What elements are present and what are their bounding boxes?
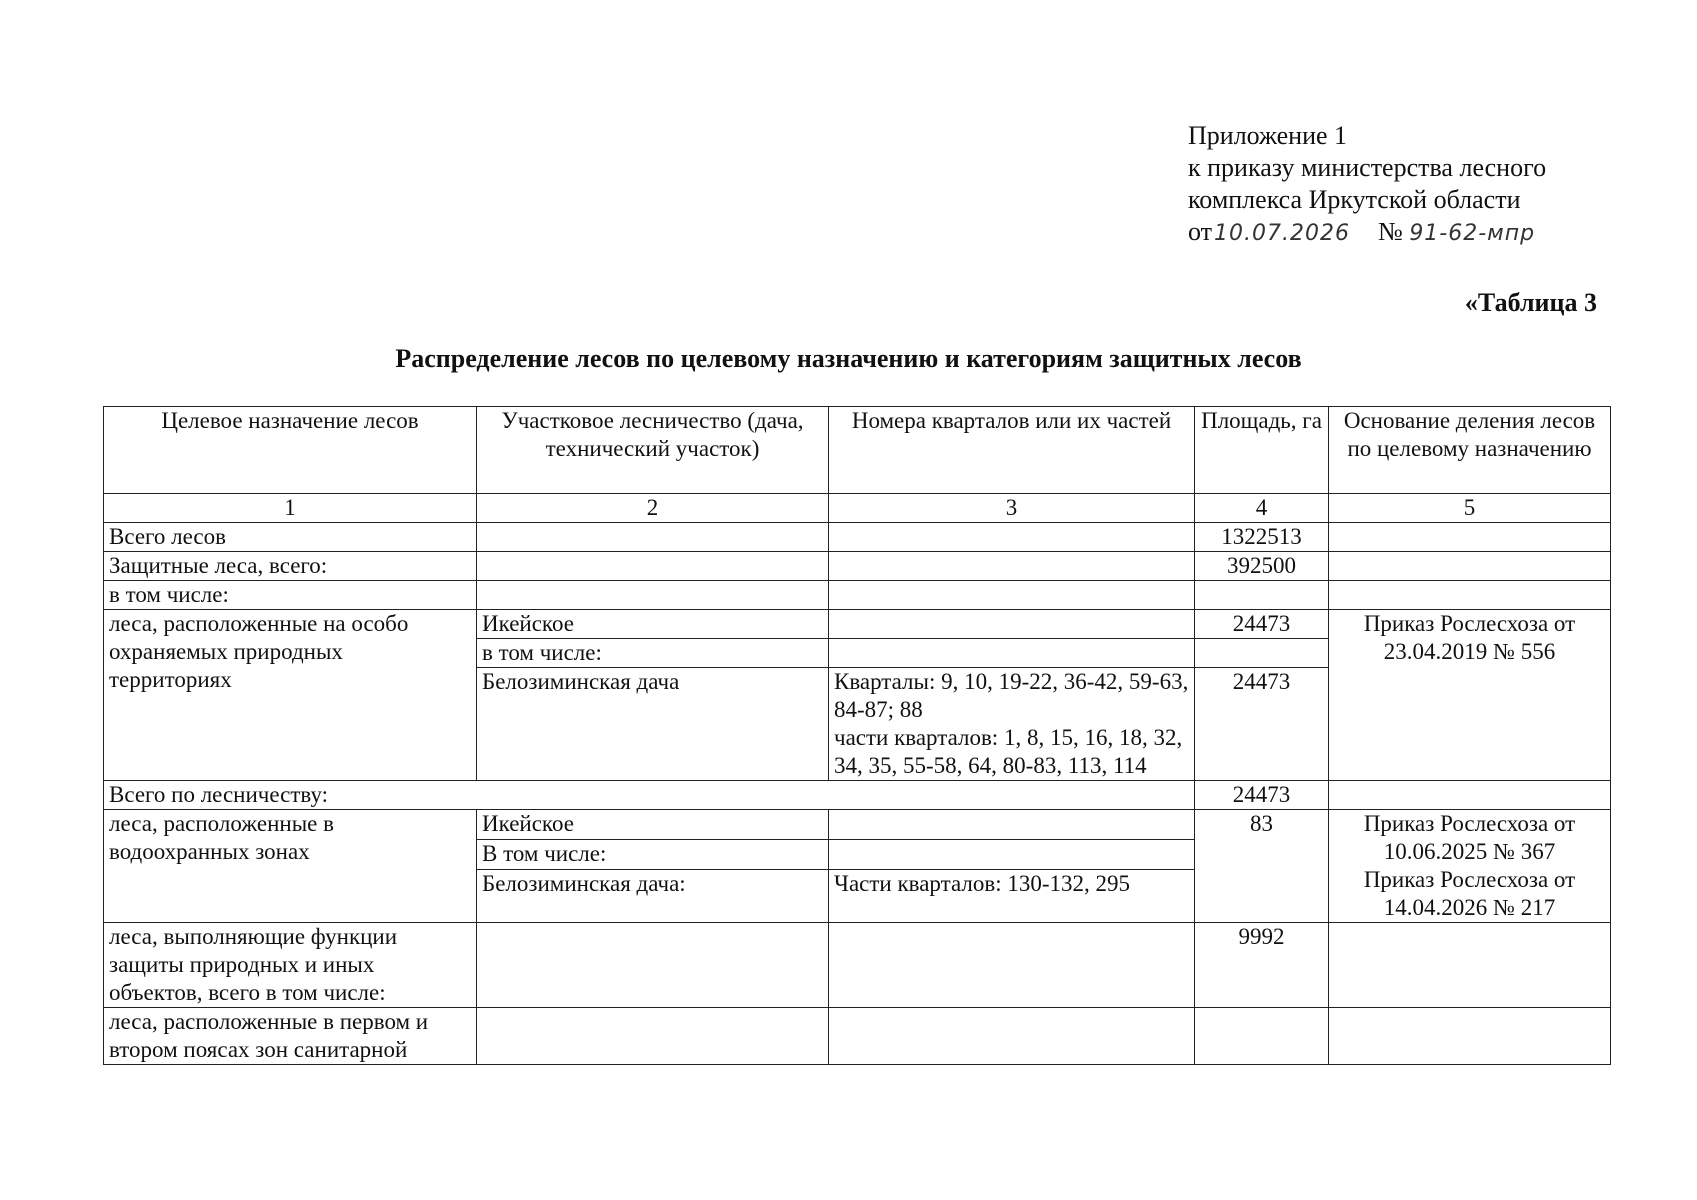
empty-cell bbox=[477, 923, 829, 1008]
row-label: леса, расположенные в первом и втором поясах зон санитарной bbox=[104, 1008, 477, 1065]
forestry-cell: Икейское bbox=[477, 610, 829, 639]
column-number: 2 bbox=[477, 494, 829, 523]
table-row-protection bbox=[104, 923, 1611, 1008]
empty-cell bbox=[829, 523, 1195, 552]
empty-cell bbox=[477, 1008, 829, 1065]
row-label: леса, расположенные в водоохранных зонах bbox=[104, 810, 477, 923]
forest-distribution-table bbox=[103, 406, 1611, 1065]
basis-line: Приказ Рослесхоза от 10.06.2025 № 367 bbox=[1363, 811, 1576, 864]
header-cell: Участковое лесничество (дача, технический участок) bbox=[477, 407, 829, 494]
appendix-line-1: Приложение 1 bbox=[1188, 121, 1348, 150]
empty-cell bbox=[1329, 523, 1611, 552]
empty-cell bbox=[829, 810, 1195, 840]
empty-cell bbox=[1329, 552, 1611, 581]
table-row-protective-total bbox=[104, 552, 1611, 581]
area-cell: 392500 bbox=[1195, 552, 1329, 581]
empty-cell bbox=[477, 552, 829, 581]
empty-cell bbox=[1195, 1008, 1329, 1065]
empty-cell bbox=[829, 639, 1195, 668]
row-label: леса, выполняющие функции защиты природных и иных объектов, всего в том числе: bbox=[104, 923, 477, 1008]
empty-cell bbox=[1329, 1008, 1611, 1065]
forestry-cell: в том числе: bbox=[477, 639, 829, 668]
header-cell: Целевое назначение лесов bbox=[104, 407, 477, 494]
row-label: леса, расположенные на особо охраняемых природных территориях bbox=[104, 610, 477, 781]
from-label: от bbox=[1188, 217, 1213, 246]
table-row-sanitary bbox=[104, 1008, 1611, 1065]
empty-cell bbox=[1329, 781, 1611, 810]
appendix-line-2: к приказу министерства лесного bbox=[1188, 153, 1547, 182]
appendix-line-4 bbox=[1188, 216, 1546, 250]
row-label: Всего по лесничеству: bbox=[104, 781, 1195, 810]
header-row bbox=[104, 407, 1611, 494]
table-row-water-forestry bbox=[104, 810, 1611, 840]
empty-cell bbox=[477, 523, 829, 552]
column-number: 1 bbox=[104, 494, 477, 523]
table-row-forestry-total bbox=[104, 781, 1611, 810]
column-number: 4 bbox=[1195, 494, 1329, 523]
header-cell: Основание деления лесов по целевому назначению bbox=[1329, 407, 1611, 494]
quarter-parts-text: части кварталов: 1, 8, 15, 16, 18, 32, 34, 35, 55-58, 64, 80-83, 113, 114 bbox=[834, 725, 1183, 778]
document-title: Распределение лесов по целевому назначению и категориям защитных лесов bbox=[395, 344, 1302, 373]
area-cell: 24473 bbox=[1195, 610, 1329, 639]
empty-cell bbox=[1195, 581, 1329, 610]
table-row-opt-forestry bbox=[104, 610, 1611, 639]
empty-cell bbox=[477, 581, 829, 610]
quarters-cell bbox=[829, 668, 1195, 781]
area-cell: 24473 bbox=[1195, 668, 1329, 781]
empty-cell bbox=[1329, 581, 1611, 610]
row-label: Защитные леса, всего: bbox=[104, 552, 477, 581]
table-label: «Таблица 3 bbox=[1464, 288, 1597, 317]
appendix-line-3: комплекса Иркутской области bbox=[1188, 185, 1521, 214]
empty-cell bbox=[829, 923, 1195, 1008]
forestry-cell: В том числе: bbox=[477, 840, 829, 870]
quarters-text: Кварталы: 9, 10, 19-22, 36-42, 59-63, 84-87; 88 bbox=[834, 669, 1189, 722]
empty-cell bbox=[829, 1008, 1195, 1065]
column-number-row bbox=[104, 494, 1611, 523]
empty-cell bbox=[1329, 923, 1611, 1008]
table-row-total-forests bbox=[104, 523, 1611, 552]
forestry-cell: Белозиминская дача: bbox=[477, 870, 829, 923]
empty-cell bbox=[829, 581, 1195, 610]
handwritten-number: 91-62-мпр bbox=[1409, 221, 1536, 246]
area-cell: 83 bbox=[1195, 810, 1329, 923]
number-label: № bbox=[1378, 217, 1403, 246]
appendix-block bbox=[1188, 120, 1546, 250]
row-label: Всего лесов bbox=[104, 523, 477, 552]
basis-line: Приказ Рослесхоза от 14.04.2026 № 217 bbox=[1363, 867, 1576, 920]
quarters-cell: Части кварталов: 130-132, 295 bbox=[829, 870, 1195, 923]
table-row-including bbox=[104, 581, 1611, 610]
header-cell: Номера кварталов или их частей bbox=[829, 407, 1195, 494]
empty-cell bbox=[829, 610, 1195, 639]
column-number: 5 bbox=[1329, 494, 1611, 523]
forestry-cell: Белозиминская дача bbox=[477, 668, 829, 781]
basis-cell bbox=[1329, 810, 1611, 923]
column-number: 3 bbox=[829, 494, 1195, 523]
empty-cell bbox=[829, 552, 1195, 581]
area-cell: 1322513 bbox=[1195, 523, 1329, 552]
header-cell: Площадь, га bbox=[1195, 407, 1329, 494]
handwritten-date: 10.07.2026 bbox=[1214, 221, 1350, 246]
empty-cell bbox=[829, 840, 1195, 870]
area-cell: 24473 bbox=[1195, 781, 1329, 810]
row-label: в том числе: bbox=[104, 581, 477, 610]
empty-cell bbox=[1195, 639, 1329, 668]
basis-cell: Приказ Рослесхоза от 23.04.2019 № 556 bbox=[1329, 610, 1611, 781]
area-cell: 9992 bbox=[1195, 923, 1329, 1008]
forestry-cell: Икейское bbox=[477, 810, 829, 840]
